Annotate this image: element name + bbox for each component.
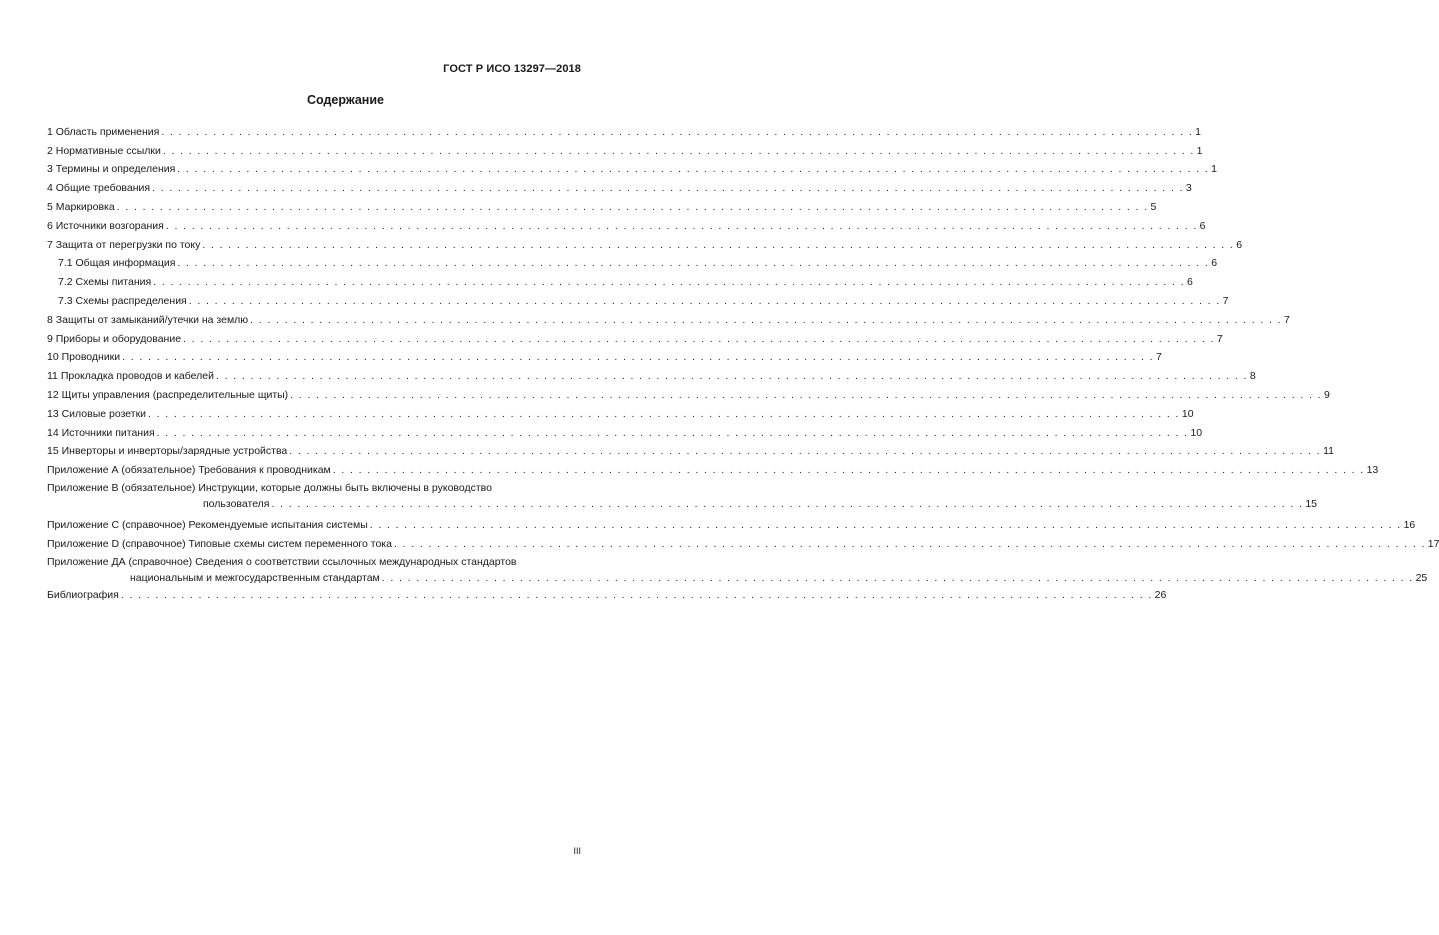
toc-entry-label-continued: национальным и межгосударственным стандартам (130, 571, 380, 584)
toc-leader: . . . . . . . . . . . . . . . . . . . . . . . . . . . . . . . . . . . . . . . . . . . . . . . . . . . . . . . . . . . . . . . . . . . . . . . . . . . . . . . . . . . . . . . . . . . . . . . . . . . . . . . . . . . . . . . . . . . . . . . . (381, 571, 1414, 584)
toc-entry-label: Приложение ДА (справочное) Сведения о соответствии ссылочных международных стандартов (47, 555, 517, 568)
toc-page-number: 7 (1216, 332, 1223, 345)
toc-leader: . . . . . . . . . . . . . . . . . . . . . . . . . . . . . . . . . . . . . . . . . . . . . . . . . . . . . . . . . . . . . . . . . . . . . . . . . . . . . . . . . . . . . . . . . . . . . . . . . . . . . . . . . . . . . . . . . . . . . . . . (393, 537, 1426, 550)
toc-leader: . . . . . . . . . . . . . . . . . . . . . . . . . . . . . . . . . . . . . . . . . . . . . . . . . . . . . . . . . . . . . . . . . . . . . . . . . . . . . . . . . . . . . . . . . . . . . . . . . . . . . . . . . . . . . . . . . . . . . . . . (369, 518, 1402, 531)
toc-leader: . . . . . . . . . . . . . . . . . . . . . . . . . . . . . . . . . . . . . . . . . . . . . . . . . . . . . . . . . . . . . . . . . . . . . . . . . . . . . . . . . . . . . . . . . . . . . . . . . . . . . . . . . . . . . . . . . . . . . . . . (289, 445, 1322, 458)
toc-page-number: 16 (1403, 518, 1416, 531)
toc-entry-label: 15 Инверторы и инверторы/зарядные устройства (47, 445, 288, 458)
toc-page-number: 1 (1211, 163, 1217, 176)
toc-leader: . . . . . . . . . . . . . . . . . . . . . . . . . . . . . . . . . . . . . . . . . . . . . . . . . . . . . . . . . . . . . . . . . . . . . . . . . . . . . . . . . . . . . . . . . . . . . . . . . . . . . . . . . . . . . . . . . . . . . . . . (120, 588, 1153, 601)
toc-page-number: 7 (1155, 351, 1162, 364)
toc-entry[interactable] (47, 364, 1256, 383)
toc-page-number: 25 (1415, 571, 1428, 584)
toc-entry[interactable] (47, 214, 1206, 233)
toc-entry[interactable] (47, 440, 1334, 459)
toc-entry-label: 13 Силовые розетки (47, 407, 147, 420)
toc-entry-label: 3 Термины и определения (47, 163, 176, 176)
toc-leader: . . . . . . . . . . . . . . . . . . . . . . . . . . . . . . . . . . . . . . . . . . . . . . . . . . . . . . . . . . . . . . . . . . . . . . . . . . . . . . . . . . . . . . . . . . . . . . . . . . . . . . . . . . . . . . . . . . . . . . . . (165, 219, 1198, 232)
toc-entry-bibliography[interactable] (47, 585, 1167, 602)
toc-entry-label: 14 Источники питания (47, 426, 155, 439)
toc-page-number: 6 (1236, 238, 1243, 251)
toc-page-number: 26 (1154, 588, 1167, 601)
toc-entry-label: 7.1 Общая информация (58, 257, 176, 270)
toc-entry-label: 4 Общие требования (47, 182, 151, 195)
toc-title: Содержание (306, 93, 384, 107)
toc-entry-label: 7.3 Схемы распределения (58, 294, 187, 307)
toc-leader: . . . . . . . . . . . . . . . . . . . . . . . . . . . . . . . . . . . . . . . . . . . . . . . . . . . . . . . . . . . . . . . . . . . . . . . . . . . . . . . . . . . . . . . . . . . . . . . . . . . . . . . . . . . . . . . . . . . . . . . . (148, 407, 1180, 420)
toc-page-number: 15 (1305, 498, 1318, 511)
toc-entry-appendix-da[interactable] (47, 555, 1428, 585)
toc-leader: . . . . . . . . . . . . . . . . . . . . . . . . . . . . . . . . . . . . . . . . . . . . . . . . . . . . . . . . . . . . . . . . . . . . . . . . . . . . . . . . . . . . . . . . . . . . . . . . . . . . . . . . . . . . . . . . . . . . . . . . (271, 498, 1304, 511)
toc-entry[interactable] (47, 327, 1223, 346)
toc-entry-label: Приложение D (справочное) Типовые схемы систем переменного тока (47, 537, 392, 550)
toc-page-number: 6 (1187, 276, 1193, 289)
toc-page-number: 10 (1190, 426, 1203, 439)
toc-entry-label: Приложение В (обязательное) Инструкции, которые должны быть включены в руководство (47, 482, 492, 495)
toc-leader: . . . . . . . . . . . . . . . . . . . . . . . . . . . . . . . . . . . . . . . . . . . . . . . . . . . . . . . . . . . . . . . . . . . . . . . . . . . . . . . . . . . . . . . . . . . . . . . . . . . . . . . . . . . . . . . . . . . . . . . . (177, 257, 1210, 270)
toc-entry[interactable] (47, 383, 1330, 402)
toc-page-number: 1 (1196, 144, 1203, 157)
toc-entry[interactable] (47, 532, 1439, 551)
toc-page-number: 5 (1150, 200, 1157, 213)
toc-page-number: 6 (1199, 219, 1206, 232)
toc-entry-label: 2 Нормативные ссылки (47, 144, 161, 157)
toc-leader: . . . . . . . . . . . . . . . . . . . . . . . . . . . . . . . . . . . . . . . . . . . . . . . . . . . . . . . . . . . . . . . . . . . . . . . . . . . . . . . . . . . . . . . . . . . . . . . . . . . . . . . . . . . . . . . . . . . . . . . . (162, 144, 1195, 157)
toc-page-number: 3 (1185, 182, 1192, 195)
toc-entry[interactable] (47, 289, 1229, 308)
toc-entry-appendix-b[interactable] (47, 482, 1318, 511)
toc-entry[interactable] (47, 421, 1203, 440)
toc-leader: . . . . . . . . . . . . . . . . . . . . . . . . . . . . . . . . . . . . . . . . . . . . . . . . . . . . . . . . . . . . . . . . . . . . . . . . . . . . . . . . . . . . . . . . . . . . . . . . . . . . . . . . . . . . . . . . . . . . . . . . (122, 351, 1154, 364)
toc-leader: . . . . . . . . . . . . . . . . . . . . . . . . . . . . . . . . . . . . . . . . . . . . . . . . . . . . . . . . . . . . . . . . . . . . . . . . . . . . . . . . . . . . . . . . . . . . . . . . . . . . . . . . . . . . . . . . . . . . . . . . (153, 276, 1186, 289)
toc-leader: . . . . . . . . . . . . . . . . . . . . . . . . . . . . . . . . . . . . . . . . . . . . . . . . . . . . . . . . . . . . . . . . . . . . . . . . . . . . . . . . . . . . . . . . . . . . . . . . . . . . . . . . . . . . . . . . . . . . . . . . (216, 370, 1248, 383)
toc-entry-label: 11 Прокладка проводов и кабелей (47, 370, 214, 383)
toc-page-number: 8 (1249, 370, 1256, 383)
toc-page-number: 6 (1211, 257, 1218, 270)
toc-page-number: 13 (1366, 464, 1379, 477)
toc-page-number: 9 (1324, 388, 1330, 401)
toc-entry-label: 7 Защита от перегрузки по току (47, 238, 201, 251)
toc-leader: . . . . . . . . . . . . . . . . . . . . . . . . . . . . . . . . . . . . . . . . . . . . . . . . . . . . . . . . . . . . . . . . . . . . . . . . . . . . . . . . . . . . . . . . . . . . . . . . . . . . . . . . . . . . . . . . . . . . . . . . (116, 200, 1149, 213)
toc-entry[interactable] (47, 176, 1192, 195)
toc-leader: . . . . . . . . . . . . . . . . . . . . . . . . . . . . . . . . . . . . . . . . . . . . . . . . . . . . . . . . . . . . . . . . . . . . . . . . . . . . . . . . . . . . . . . . . . . . . . . . . . . . . . . . . . . . . . . . . . . . . . . . (290, 388, 1322, 401)
toc-entry[interactable] (47, 195, 1157, 214)
toc-entry-label: 8 Защиты от замыканий/утечки на землю (47, 313, 249, 326)
toc-entry-label: 6 Источники возгорания (47, 219, 164, 232)
toc-page-number: 11 (1323, 445, 1334, 458)
toc-entry-label: 1 Область применения (47, 125, 160, 138)
toc-leader: . . . . . . . . . . . . . . . . . . . . . . . . . . . . . . . . . . . . . . . . . . . . . . . . . . . . . . . . . . . . . . . . . . . . . . . . . . . . . . . . . . . . . . . . . . . . . . . . . . . . . . . . . . . . . . . . . . . . . . . . (183, 332, 1215, 345)
toc-leader: . . . . . . . . . . . . . . . . . . . . . . . . . . . . . . . . . . . . . . . . . . . . . . . . . . . . . . . . . . . . . . . . . . . . . . . . . . . . . . . . . . . . . . . . . . . . . . . . . . . . . . . . . . . . . . . . . . . . . . . . (188, 294, 1221, 307)
toc-entry[interactable] (47, 233, 1243, 252)
toc-entry[interactable] (47, 346, 1162, 365)
toc-entry[interactable] (47, 402, 1194, 421)
toc-entry-label: 7.2 Схемы питания (58, 276, 152, 289)
toc-entry[interactable] (47, 139, 1203, 158)
toc-leader: . . . . . . . . . . . . . . . . . . . . . . . . . . . . . . . . . . . . . . . . . . . . . . . . . . . . . . . . . . . . . . . . . . . . . . . . . . . . . . . . . . . . . . . . . . . . . . . . . . . . . . . . . . . . . . . . . . . . . . . . (156, 426, 1189, 439)
toc-leader: . . . . . . . . . . . . . . . . . . . . . . . . . . . . . . . . . . . . . . . . . . . . . . . . . . . . . . . . . . . . . . . . . . . . . . . . . . . . . . . . . . . . . . . . . . . . . . . . . . . . . . . . . . . . . . . . . . . . . . . . (161, 125, 1194, 138)
toc-leader: . . . . . . . . . . . . . . . . . . . . . . . . . . . . . . . . . . . . . . . . . . . . . . . . . . . . . . . . . . . . . . . . . . . . . . . . . . . . . . . . . . . . . . . . . . . . . . . . . . . . . . . . . . . . . . . . . . . . . . . . (250, 313, 1282, 326)
toc-page-number: 1 (1195, 125, 1201, 138)
document-code: ГОСТ Р ИСО 13297—2018 (443, 63, 581, 75)
toc-entry-label: Библиография (47, 588, 119, 601)
table-of-contents (47, 120, 1439, 602)
toc-leader: . . . . . . . . . . . . . . . . . . . . . . . . . . . . . . . . . . . . . . . . . . . . . . . . . . . . . . . . . . . . . . . . . . . . . . . . . . . . . . . . . . . . . . . . . . . . . . . . . . . . . . . . . . . . . . . . . . . . . . . . (177, 163, 1210, 176)
toc-entry-label-continued: пользователя (203, 498, 270, 511)
toc-page-number: 17 (1427, 537, 1439, 550)
toc-entry[interactable] (47, 513, 1416, 532)
toc-entry-label: 12 Щиты управления (распределительные щиты) (47, 388, 289, 401)
toc-entry-label: 5 Маркировка (47, 200, 115, 213)
toc-entry[interactable] (47, 458, 1379, 477)
toc-entry-label: 10 Проводники (47, 351, 121, 364)
toc-page-number: 7 (1284, 313, 1290, 326)
toc-entry[interactable] (47, 120, 1201, 139)
toc-leader: . . . . . . . . . . . . . . . . . . . . . . . . . . . . . . . . . . . . . . . . . . . . . . . . . . . . . . . . . . . . . . . . . . . . . . . . . . . . . . . . . . . . . . . . . . . . . . . . . . . . . . . . . . . . . . . . . . . . . . . . (202, 238, 1235, 251)
page-folio: III (573, 846, 581, 856)
toc-page-number: 7 (1222, 294, 1229, 307)
toc-entry[interactable] (47, 308, 1290, 327)
toc-entry[interactable] (47, 270, 1193, 289)
toc-entry[interactable] (47, 158, 1217, 177)
toc-entry-label: 9 Приборы и оборудование (47, 332, 182, 345)
toc-entry-label: Приложение С (справочное) Рекомендуемые испытания системы (47, 518, 368, 531)
toc-entry-label: Приложение А (обязательное) Требования к проводникам (47, 464, 331, 477)
toc-entry[interactable] (47, 252, 1218, 271)
toc-leader: . . . . . . . . . . . . . . . . . . . . . . . . . . . . . . . . . . . . . . . . . . . . . . . . . . . . . . . . . . . . . . . . . . . . . . . . . . . . . . . . . . . . . . . . . . . . . . . . . . . . . . . . . . . . . . . . . . . . . . . . (332, 464, 1365, 477)
toc-page-number: 10 (1181, 407, 1194, 420)
toc-leader: . . . . . . . . . . . . . . . . . . . . . . . . . . . . . . . . . . . . . . . . . . . . . . . . . . . . . . . . . . . . . . . . . . . . . . . . . . . . . . . . . . . . . . . . . . . . . . . . . . . . . . . . . . . . . . . . . . . . . . . . (152, 182, 1184, 195)
